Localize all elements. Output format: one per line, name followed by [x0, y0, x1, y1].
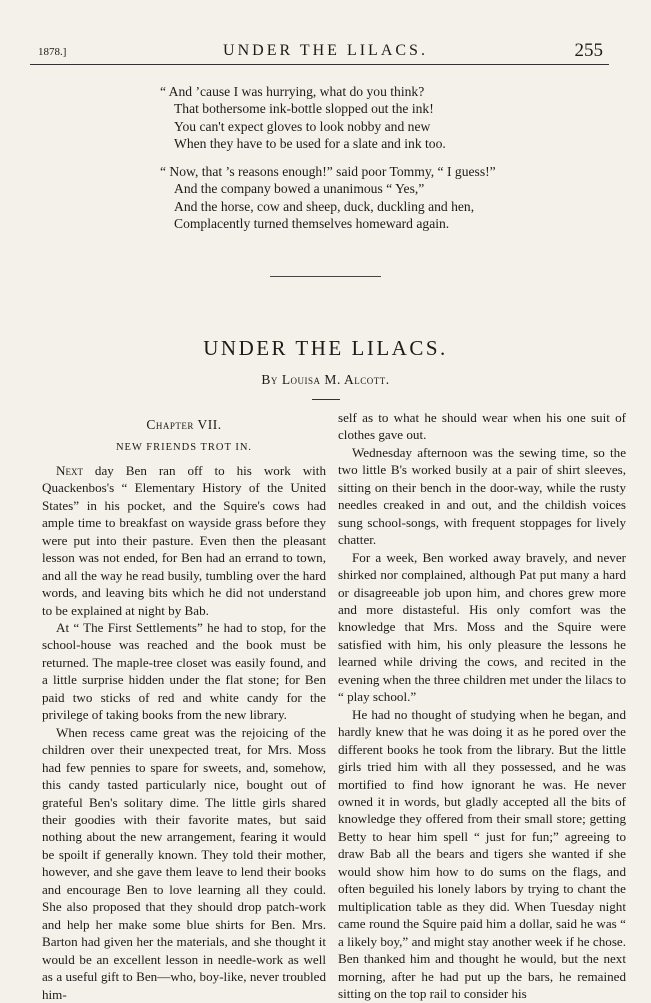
- paragraph: For a week, Ben worked away bravely, and never shirked nor complained, although Pat put many a hard or disagreeable job upon him, and chores grew more and more distasteful. His only comfort was the knowledge that Mrs. Moss and the Squire were satisfied with him, his only pleasure the lessons he learned while driving the cows, and recited in the evening when the three children met under the lilacs to “ play school.”: [338, 549, 626, 705]
- byline-prefix: By: [261, 372, 278, 387]
- paragraph-text: day Ben ran off to his work with Quackenbos's “ Elementary History of the United States” in his pocket, and the Squire's cows had ample time to breakfast on wayside grass before they were put into their pasture. Even then the pleasant lesson was not ended, for Ben had an errand to town, and all the way he read busily, tumbling over the hard words, and leaving bits which he did not understand to be explained at night by Bab.: [42, 462, 326, 618]
- running-head-date: 1878.]: [38, 46, 67, 58]
- poem-line: You can't expect gloves to look nobby and new: [174, 118, 431, 134]
- byline-author: Louisa M. Alcott.: [281, 372, 390, 387]
- paragraph-continued: self as to what he should wear when his one suit of clothes gave out.: [338, 410, 626, 443]
- page-number: 255: [574, 40, 603, 61]
- poem-line: That bothersome ink-bottle slopped out the ink!: [174, 101, 434, 117]
- poem-line: “ And ’cause I was hurrying, what do you think?: [160, 84, 425, 99]
- paragraph: [42, 462, 326, 619]
- lead-word: Next: [56, 462, 83, 478]
- right-column: [338, 409, 626, 1002]
- poem-stanza-1: [160, 83, 610, 153]
- chapter-heading: Chapter VII.: [146, 417, 222, 432]
- running-head-title: UNDER THE LILACS.: [223, 42, 428, 59]
- paragraph: When recess came great was the rejoicing of the children over their unexpected treat, for Mrs. Moss had few pennies to spare for sweets, and, somehow, this candy tasted particularly nice, bought out of grateful Ben's solitary dime. The little girls shared their goodies with their favorite mates, but said nothing about the new arrangement, fearing it would be spoilt if generally known. They told their mother, however, and she gave them leave to lend their books and encourage Ben to love learning all they could. She also proposed that they should drop patch-work and help her make some blue shirts for Ben. Mrs. Barton had given her the materials, and she thought it would be an excellent lesson in needle-work as well as a useful gift to Ben—who, boy-like, never troubled him-: [42, 724, 326, 1002]
- byline-rule: [312, 399, 340, 400]
- header-rule: [30, 64, 609, 65]
- left-column: [42, 410, 326, 1003]
- poem-line: Complacently turned themselves homeward again.: [174, 216, 450, 232]
- chapter-subheading: NEW FRIENDS TROT IN.: [115, 442, 253, 454]
- poem-line: When they have to be used for a slate and ink too.: [174, 136, 446, 152]
- byline: [0, 372, 651, 388]
- poem-line: And the company bowed a unanimous “ Yes,”: [174, 181, 425, 197]
- paragraph: He had no thought of studying when he began, and hardly knew that he was doing it as he pored over the different books he took from the library. But the little girls tried him with all they possessed, and he was mortified to find how ignorant he was. He never owned it in words, but gladly accepted all the bits of knowledge they offered from their small store; getting Betty to hear him spell “ just for fun;” agreeing to draw Bab all the bears and tigers she wanted if she would show him how to do sums on the flags, and often beguiled his lonely labors by trying to chant the multiplication table as they did. When Tuesday night came round the Squire paid him a dollar, said he was “ a likely boy,” and might stay another week if he chose. Ben thanked him and thought he would, but the next morning, after he had put up the bars, he remained sitting on the top rail to consider his: [338, 706, 626, 1001]
- paragraph: Wednesday afternoon was the sewing time, so the two little B's worked busily at a pair of shirt sleeves, sitting on their bench in the door-way, while the rusty needles creaked in and out, and the childish voices sung school-songs, with frequent stoppages for lively chatter.: [338, 444, 626, 548]
- article-title: UNDER THE LILACS.: [203, 336, 448, 360]
- poem-stanza-2: [160, 163, 610, 233]
- poem-line: And the horse, cow and sheep, duck, duckling and hen,: [174, 198, 475, 214]
- poem-line: “ Now, that ’s reasons enough!” said poor Tommy, “ I guess!”: [160, 164, 496, 179]
- section-divider: [270, 276, 381, 277]
- paragraph: At “ The First Settlements” he had to stop, for the school-house was reached and the book must be returned. The maple-tree closet was easily found, and a little surprise hidden under the flat stone; for Ben paid two sticks of red and white candy for the privilege of taking books from the new library.: [42, 619, 326, 723]
- running-head: [0, 42, 651, 66]
